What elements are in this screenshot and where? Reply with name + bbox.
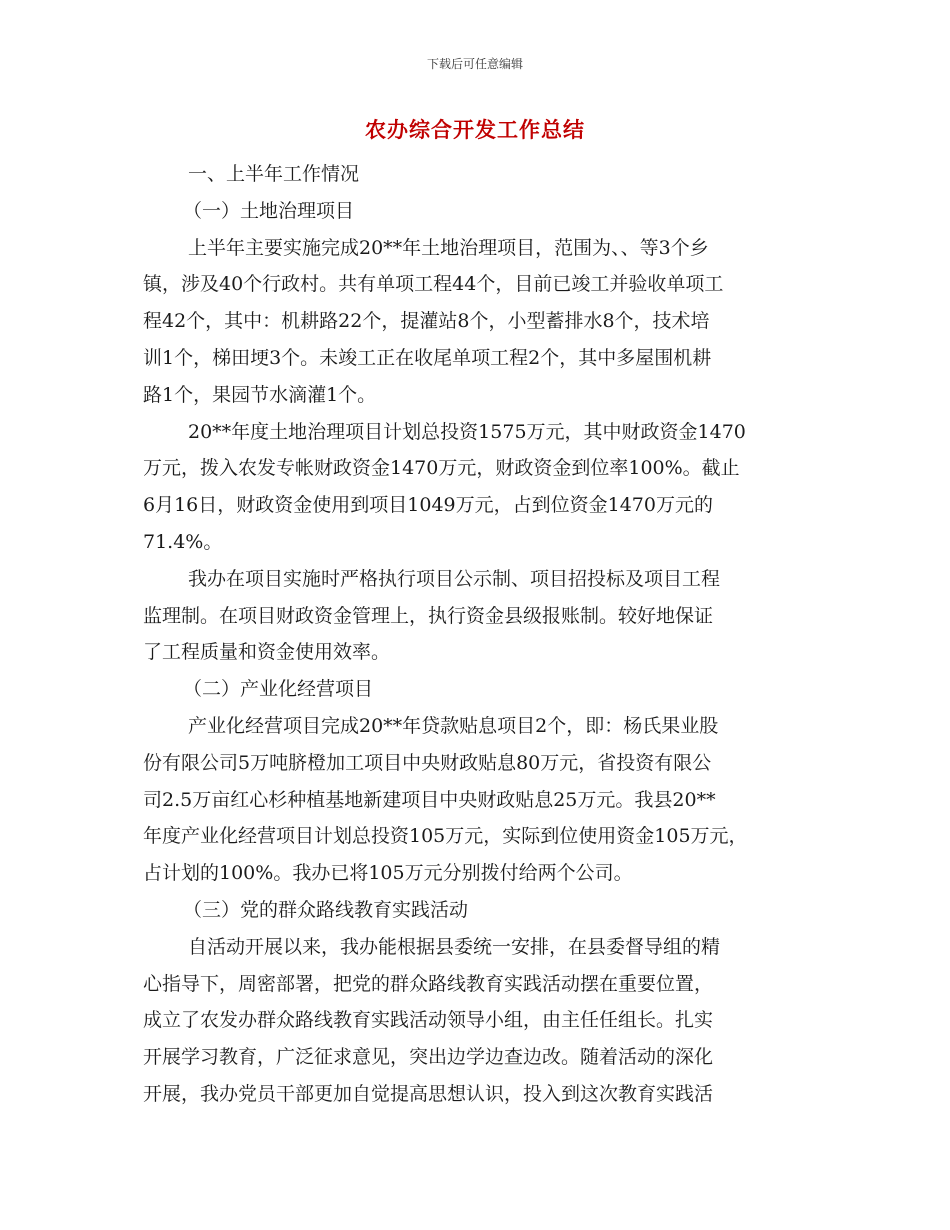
paragraph-line: 司2.5万亩红心杉种植基地新建项目中央财政贴息25万元。我县20**	[143, 788, 716, 811]
document-body	[143, 156, 825, 1113]
paragraph-line: 年度产业化经营项目计划总投资105万元，实际到位使用资金105万元，	[143, 825, 748, 848]
paragraph-line: 程42个，其中：机耕路22个，提灌站8个，小型蓄排水8个，技术培	[143, 310, 710, 333]
paragraph-line: 份有限公司5万吨脐橙加工项目中央财政贴息80万元，省投资有限公	[143, 751, 712, 774]
paragraph-line: 监理制。在项目财政资金管理上，执行资金县级报账制。较好地保证	[143, 604, 714, 627]
subsection-heading: （一）土地治理项目	[183, 199, 355, 222]
paragraph-line: 占计划的100%。我办已将105万元分别拨付给两个公司。	[143, 862, 633, 885]
paragraph-line: 路1个，果园节水滴灌1个。	[143, 383, 377, 406]
paragraph-line: 6月16日，财政资金使用到项目1049万元，占到位资金1470万元的	[143, 494, 713, 517]
subsection-heading: （二）产业化经营项目	[183, 678, 374, 701]
paragraph-line: 上半年主要实施完成20**年土地治理项目，范围为、、等3个乡	[188, 236, 709, 259]
subsection-heading: （三）党的群众路线教育实践活动	[183, 898, 469, 921]
paragraph-line: 自活动开展以来，我办能根据县委统一安排，在县委督导组的精	[188, 935, 721, 958]
paragraph-line: 了工程质量和资金使用效率。	[143, 641, 391, 664]
paragraph-line: 产业化经营项目完成20**年贷款贴息项目2个，即：杨氏果业股	[188, 714, 719, 737]
paragraph-line: 训1个，梯田埂3个。未竣工正在收尾单项工程2个，其中多屋围机耕	[143, 346, 712, 369]
page-header-note: 下载后可任意编辑	[426, 57, 523, 71]
paragraph-line: 镇，涉及40个行政村。共有单项工程44个，目前已竣工并验收单项工	[143, 273, 724, 296]
paragraph-line: 71.4%。	[143, 530, 223, 553]
paragraph-line: 心指导下，周密部署，把党的群众路线教育实践活动摆在重要位置，	[143, 972, 714, 995]
paragraph-line: 我办在项目实施时严格执行项目公示制、项目招投标及项目工程	[188, 567, 721, 590]
paragraph-line: 开展，我办党员干部更加自觉提高思想认识，投入到这次教育实践活	[143, 1082, 714, 1105]
section-heading: 一、上半年工作情况	[188, 163, 360, 185]
paragraph-line: 成立了农发办群众路线教育实践活动领导小组，由主任任组长。扎实	[143, 1009, 714, 1032]
paragraph-line: 20**年度土地治理项目计划总投资1575万元，其中财政资金1470	[188, 420, 746, 443]
paragraph-line: 万元，拨入农发专帐财政资金1470万元，财政资金到位率100%。截止	[143, 457, 740, 480]
document-title: 农办综合开发工作总结	[365, 118, 585, 142]
paragraph-line: 开展学习教育，广泛征求意见，突出边学边查边改。随着活动的深化	[143, 1046, 714, 1069]
